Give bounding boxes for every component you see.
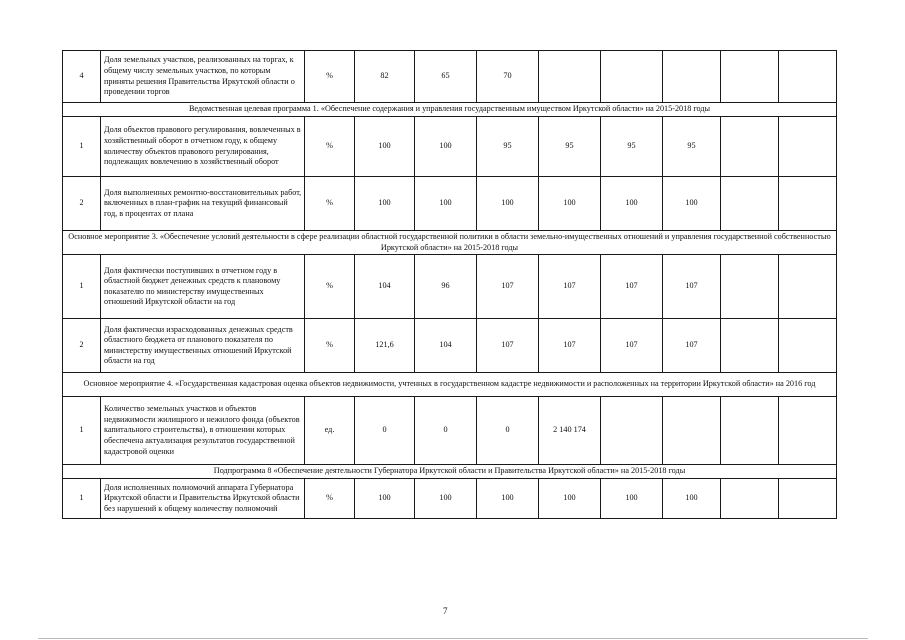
value-cell: 82 — [355, 51, 415, 103]
value-cell: 95 — [539, 117, 601, 177]
row-number: 1 — [63, 117, 101, 177]
value-cell: 2 140 174 — [539, 397, 601, 465]
value-cell: 107 — [477, 255, 539, 319]
value-cell: 107 — [539, 319, 601, 373]
value-cell — [663, 51, 721, 103]
empty-cell — [721, 177, 779, 231]
value-cell: 107 — [539, 255, 601, 319]
row-number: 2 — [63, 319, 101, 373]
section-title: Основное мероприятие 4. «Государственная кадастровая оценка объектов недвижимости, учтенных в государственном кадастре недвижимости и расположенных на территории Иркутской области» на 2016 год — [63, 373, 837, 397]
value-cell: 100 — [355, 177, 415, 231]
table-row — [63, 51, 837, 103]
value-cell: 95 — [601, 117, 663, 177]
value-cell: 100 — [477, 177, 539, 231]
value-cell: 107 — [601, 255, 663, 319]
value-cell: 95 — [663, 117, 721, 177]
value-cell: 96 — [415, 255, 477, 319]
indicators-table — [62, 50, 837, 519]
indicator-name: Доля объектов правового регулирования, вовлеченных в хозяйственный оборот в отчетном году, к общему количеству объектов правового регулирования, подлежащих вовлечению в хозяйственный оборот — [101, 117, 305, 177]
row-number: 1 — [63, 479, 101, 519]
value-cell: 70 — [477, 51, 539, 103]
page-number: 7 — [443, 606, 448, 616]
table-row — [63, 117, 837, 177]
empty-cell — [779, 255, 837, 319]
indicator-name: Доля земельных участков, реализованных на торгах, к общему числу земельных участков, по которым приняты решения Правительства Иркутской области о проведении торгов — [101, 51, 305, 103]
empty-cell — [779, 479, 837, 519]
empty-cell — [721, 319, 779, 373]
section-header-row — [63, 231, 837, 255]
value-cell: 100 — [415, 479, 477, 519]
value-cell: 100 — [477, 479, 539, 519]
empty-cell — [721, 479, 779, 519]
value-cell: 100 — [415, 117, 477, 177]
empty-cell — [721, 397, 779, 465]
indicator-name: Доля исполненных полномочий аппарата Губернатора Иркутской области и Правительства Иркутской области без нарушений к общему количеству полномочий — [101, 479, 305, 519]
value-cell: 0 — [355, 397, 415, 465]
unit-cell: % — [305, 255, 355, 319]
empty-cell — [721, 117, 779, 177]
value-cell: 107 — [663, 319, 721, 373]
value-cell: 0 — [477, 397, 539, 465]
empty-cell — [779, 397, 837, 465]
table-row — [63, 397, 837, 465]
section-title: Ведомственная целевая программа 1. «Обеспечение содержания и управления государственным имуществом Иркутской области» на 2015-2018 годы — [63, 103, 837, 117]
value-cell: 100 — [355, 117, 415, 177]
value-cell: 95 — [477, 117, 539, 177]
unit-cell: % — [305, 117, 355, 177]
value-cell: 104 — [415, 319, 477, 373]
empty-cell — [779, 51, 837, 103]
value-cell: 107 — [601, 319, 663, 373]
value-cell: 107 — [663, 255, 721, 319]
table-row — [63, 255, 837, 319]
row-number: 2 — [63, 177, 101, 231]
value-cell: 65 — [415, 51, 477, 103]
unit-cell: % — [305, 51, 355, 103]
empty-cell — [721, 255, 779, 319]
table-row — [63, 177, 837, 231]
value-cell: 100 — [601, 479, 663, 519]
page-bottom-edge — [38, 638, 868, 639]
table-row — [63, 479, 837, 519]
table-row — [63, 319, 837, 373]
indicator-name: Доля фактически поступивших в отчетном году в областной бюджет денежных средств к плановому показателю по министерству имущественных отношений Иркутской области на год — [101, 255, 305, 319]
empty-cell — [779, 117, 837, 177]
value-cell: 100 — [355, 479, 415, 519]
value-cell: 107 — [477, 319, 539, 373]
value-cell: 100 — [663, 177, 721, 231]
value-cell: 100 — [539, 479, 601, 519]
value-cell: 104 — [355, 255, 415, 319]
indicator-name: Количество земельных участков и объектов недвижимости жилищного и нежилого фонда (объектов капитального строительства), в отношении которых обеспечена актуализация результатов государственной кадастровой оценки — [101, 397, 305, 465]
value-cell — [539, 51, 601, 103]
section-title: Основное мероприятие 3. «Обеспечение условий деятельности в сфере реализации областной государственной политики в области земельно-имущественных отношений и управления государственной собственностью Иркутской области» на 2015-2018 годы — [63, 231, 837, 255]
section-header-row — [63, 103, 837, 117]
unit-cell: ед. — [305, 397, 355, 465]
section-header-row — [63, 373, 837, 397]
row-number: 1 — [63, 255, 101, 319]
value-cell — [601, 397, 663, 465]
value-cell — [663, 397, 721, 465]
value-cell: 100 — [415, 177, 477, 231]
value-cell: 121,6 — [355, 319, 415, 373]
value-cell — [601, 51, 663, 103]
row-number: 4 — [63, 51, 101, 103]
value-cell: 100 — [601, 177, 663, 231]
unit-cell: % — [305, 319, 355, 373]
unit-cell: % — [305, 177, 355, 231]
section-header-row — [63, 465, 837, 479]
indicator-name: Доля выполненных ремонтно-восстановительных работ, включенных в план-график на текущий финансовый год, в процентах от плана — [101, 177, 305, 231]
empty-cell — [779, 177, 837, 231]
empty-cell — [721, 51, 779, 103]
indicator-name: Доля фактически израсходованных денежных средств областного бюджета от планового показателя по министерству имущественных отношений Иркутской области на год — [101, 319, 305, 373]
value-cell: 0 — [415, 397, 477, 465]
section-title: Подпрограмма 8 «Обеспечение деятельности Губернатора Иркутской области и Правительства Иркутской области» на 2015-2018 годы — [63, 465, 837, 479]
unit-cell: % — [305, 479, 355, 519]
value-cell: 100 — [663, 479, 721, 519]
empty-cell — [779, 319, 837, 373]
value-cell: 100 — [539, 177, 601, 231]
row-number: 1 — [63, 397, 101, 465]
